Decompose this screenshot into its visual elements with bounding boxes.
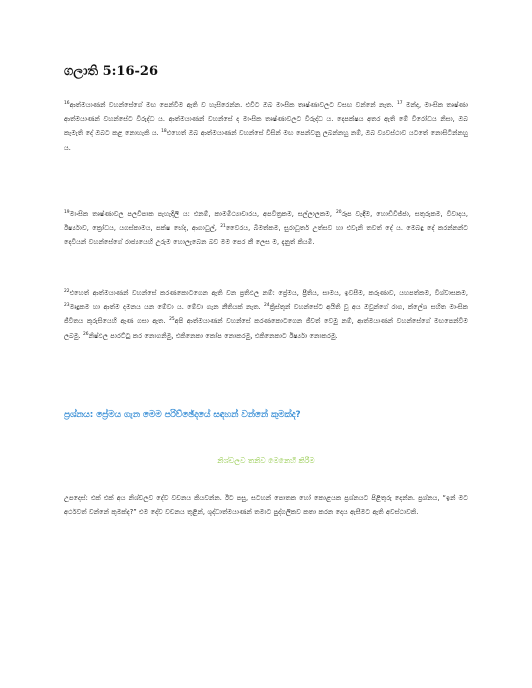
verse-number: 16	[64, 100, 70, 106]
verse-text: එහෙත් ඔබ ආත්මයාණන් වහන්සේ විසින් මඟ පෙන්වනු ලබන්නහු නම්, ඔබ ව්‍යවස්ථාව යටතේ නොසිටින්නහු ය.	[64, 129, 468, 152]
verse-text: එහෙත් ආත්මයාණන් වහන්සේ කරණකොටගෙන ඇති වන ප්‍රතිඵල නම්: ප්‍රේමය, ප්‍රීතිය, සාමය, ඉවසීම, කරුණාව, යහපත්කම, විශ්වාසකම,	[69, 289, 468, 297]
scripture-paragraph	[64, 286, 468, 343]
verse-text: අපි ආත්මයාණන් වහන්සේ කරණකොටගෙන ජීවත් වෙමු නම්, ආත්මයාණන් වහන්සේගේ මඟපෙන්වීම ලබමු.	[64, 317, 468, 340]
verse-text: ආත්මයාණන් වහන්සේගේ මඟ පෙන්වීම ඇති ව හැසිරෙන්න. එවිට ඔබ මාංසික තෘෂ්ණාවලට වසඟ වන්නේ නැත.	[69, 101, 397, 109]
verse-number: 23	[64, 303, 70, 309]
scripture-paragraph	[64, 207, 468, 250]
verse-text: මන්ද, මාංසික තෘෂ්ණා ආත්මයාණන් වහන්සේට විරුද්ධ ය. ආත්මයාණන් වහන්සේ ද මාංසික තෘෂ්ණාවලට විරුද්ධ ය. දෙපක්ෂය අතර ඇති මේ විරෝධය නිසා, ඔබ කැමැති දේ ඔබට කළ නොහැකි ය.	[64, 101, 468, 138]
verse-text: නිෂ්ඵල පාරට්ටු කර නොගනිමු, එකිනෙකා කෝප නොකරමු, එකිනෙකාට ඊර්ෂ්‍යා නොකරමු.	[88, 331, 338, 340]
verse-number: 21	[220, 224, 226, 230]
verse-number: 17	[396, 100, 403, 106]
verse-text: ක්‍රිස්තුන් වහන්සේට අයිති වූ අය ඔවුන්ගේ රාග, ක්ලේශ සහිත මාංසික ජීවිතය කුරුසියෙහි ඇණ ගසා ඇත.	[64, 303, 469, 326]
verse-number: 24	[264, 303, 270, 309]
verse-text: මාංසික තෘෂ්ණාවල පලවිපාක පැහැදිලි ය: එනම්, කාමමිථ්‍යාචාරය, අපවිත්‍රකම, සල්ලාලකම,	[69, 210, 336, 218]
verse-text: වෛරය, බීමත්කම, සුරාධූර්ත උත්සව හා එවැනි තවත් දේ ය. මෙබඳු දේ කරන්නන්ට දෙවියන් වහන්සේගේ රාජ්‍යයෙහි උරුම හොලැබෙන බව මම පෙර කී ලෙස ම, දැනුත් කියමි.	[64, 224, 469, 247]
verse-number: 22	[64, 288, 70, 294]
verse-text: මෘදුකම හා ආත්ම දමනය යන මේවා ය. මේවා ගැන නීතියක් නැත.	[69, 303, 264, 312]
verse-text: රූප වැඳීම, හොඩිවිජ්ජා, සතුරුකම, විවාදය, ඊර්ෂ්‍යාව, ක්‍රෝධය, යගස්කාමය, පක්ෂ භේද, ආගාධුල්,	[64, 210, 469, 233]
verse-number: 18	[161, 129, 167, 135]
verse-number: 20	[335, 209, 342, 215]
verse-number: 26	[82, 331, 89, 337]
reflection-section-title: නිශ්චලව තනිව මෙනෙහි කිරීම	[217, 456, 315, 465]
scripture-paragraph	[64, 98, 468, 155]
verse-number: 19	[64, 209, 70, 215]
discussion-question: ප්‍රශ්නය: ප්‍රේමය ගැන මෙම පරිච්ඡේදයේ සඳහන් වන්නේ කුමක්ද?	[64, 410, 301, 420]
instruction-paragraph: උපදෙස්: එක් එක් අය නිශ්චලව දේව වචනය කියවන්න. ඊට පසු, සටහන් පොතක හෝ කොළයක ප්‍රශ්නයට පිළිතුරු දෙන්න. ප්‍රශ්නය, “ඉන් මට අර්ථවත් වන්නේ කුමක්ද?” එම දේව වචනය තුළින්, ශුද්ධාත්මයාණන් තමාට පුද්ගලිකව කතා කරන දෙය ඇසීමට ඇති අවස්ථාවකි.	[64, 494, 468, 517]
scripture-reference-heading: ගලාති 5:16-26	[64, 64, 158, 79]
verse-number: 25	[169, 317, 175, 323]
